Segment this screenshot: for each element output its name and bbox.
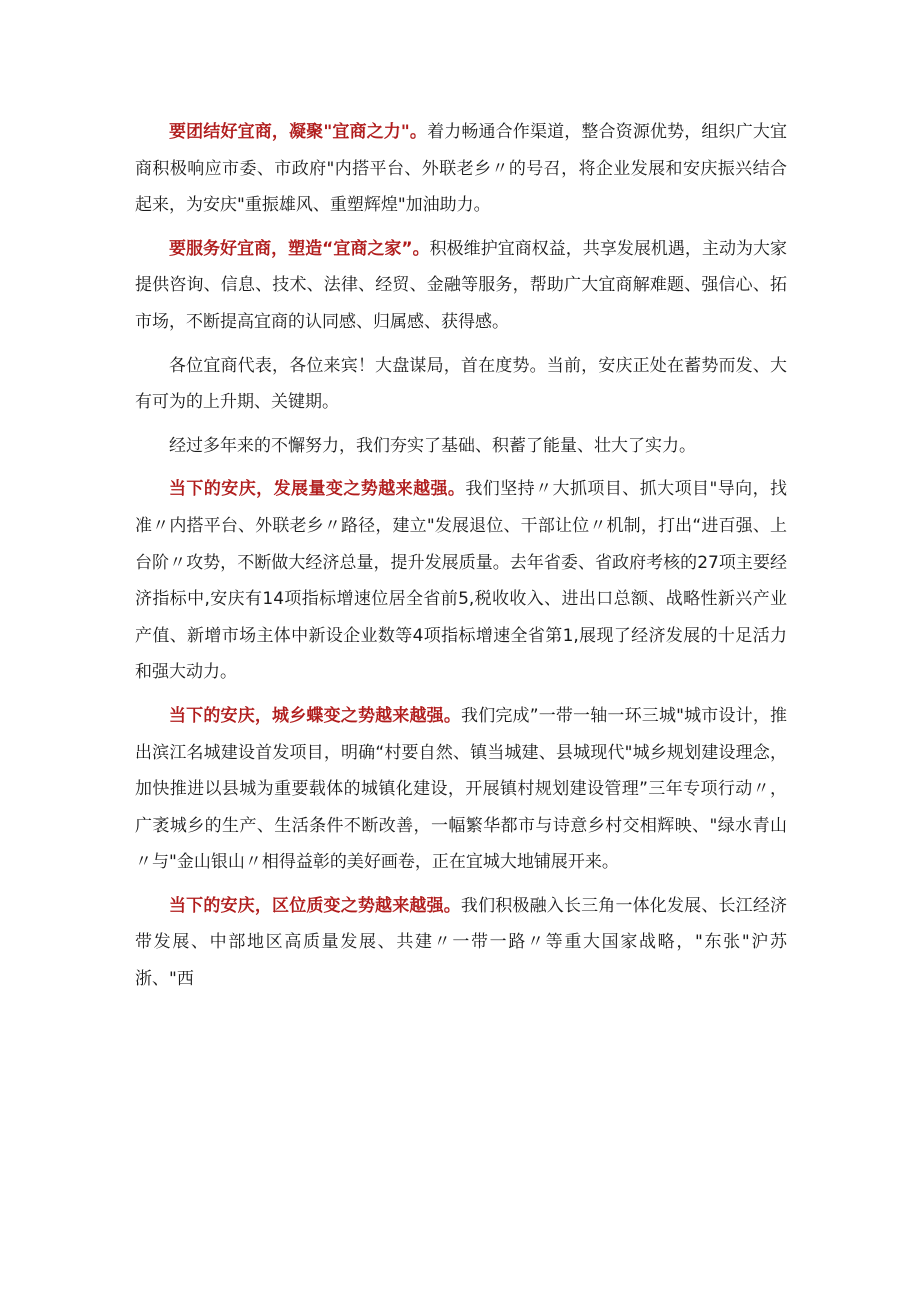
paragraph-lead: 当下的安庆，区位质变之势越来越强。 — [169, 895, 461, 916]
paragraph-body: 着力畅通合作渠道，整合资源优势，组织广大宜商积极响应市委、市政府"内搭平台、外联老乡〃的号召，将企业发展和安庆振兴结合起来，为安庆"重振雄风、重塑辉煌"加油助力。 — [135, 122, 787, 216]
paragraph-efforts — [135, 428, 787, 465]
paragraph-body: 各位宜商代表，各位来宾！大盘谋局，首在度势。当前，安庆正处在蓄势而发、大有可为的上升期、关键期。 — [135, 355, 787, 413]
paragraph-urban-rural-change — [135, 698, 787, 881]
paragraph-body: 积极维护宜商权益，共享发展机遇，主动为大家提供咨询、信息、技术、法律、经贸、金融等服务，帮助广大宜商解难题、强信心、拓市场，不断提高宜商的认同感、归属感、获得感。 — [135, 238, 787, 332]
paragraph-body: 我们完成”一带一轴一环三城"城市设计，推出滨江名城建设首发项目，明确“村要自然、镇当城建、县城现代"城乡规划建设理念，加快推进以县城为重要载体的城镇化建设，开展镇村规划建设管理”三年专项行动〃，广袤城乡的生产、生活条件不断改善，一幅繁华都市与诗意乡村交相辉映、"绿水青山〃与"金山银山〃相得益彰的美好画卷，正在宜城大地铺展开来。 — [135, 705, 787, 873]
paragraph-unite-merchants — [135, 114, 787, 224]
document-page — [135, 114, 787, 1005]
paragraph-lead: 当下的安庆，城乡蝶变之势越来越强。 — [169, 705, 462, 726]
paragraph-serve-merchants — [135, 231, 787, 341]
paragraph-location-change — [135, 888, 787, 998]
paragraph-greeting — [135, 348, 787, 421]
paragraph-lead: 要服务好宜商，塑造“宜商之家”。 — [169, 238, 430, 259]
paragraph-lead: 要团结好宜商，凝聚"宜商之力"。 — [169, 122, 428, 142]
paragraph-lead: 当下的安庆，发展量变之势越来越强。 — [169, 479, 466, 500]
paragraph-body: 经过多年来的不懈努力，我们夯实了基础、积蓄了能量、壮大了实力。 — [169, 435, 696, 456]
paragraph-body: 我们坚持〃大抓项目、抓大项目"导向，找准〃内搭平台、外联老乡〃路径，建立"发展退位、干部让位〃机制，打出“进百强、上台阶〃攻势，不断做大经济总量，提升发展质量。去年省委、省政府考核的27项主要经济指标中,安庆有14项指标增速位居全省前5,税收收入、进出口总额、战略性新兴产业产值、新增市场主体中新设企业数等4项指标增速全省第1,展现了经济发展的十足活力和强大动力。 — [135, 479, 787, 683]
paragraph-body: 我们积极融入长三角一体化发展、长江经济带发展、中部地区高质量发展、共建〃一带一路〃等重大国家战略，"东张"沪苏浙、"西 — [135, 895, 788, 990]
paragraph-quantitative-change — [135, 471, 787, 691]
